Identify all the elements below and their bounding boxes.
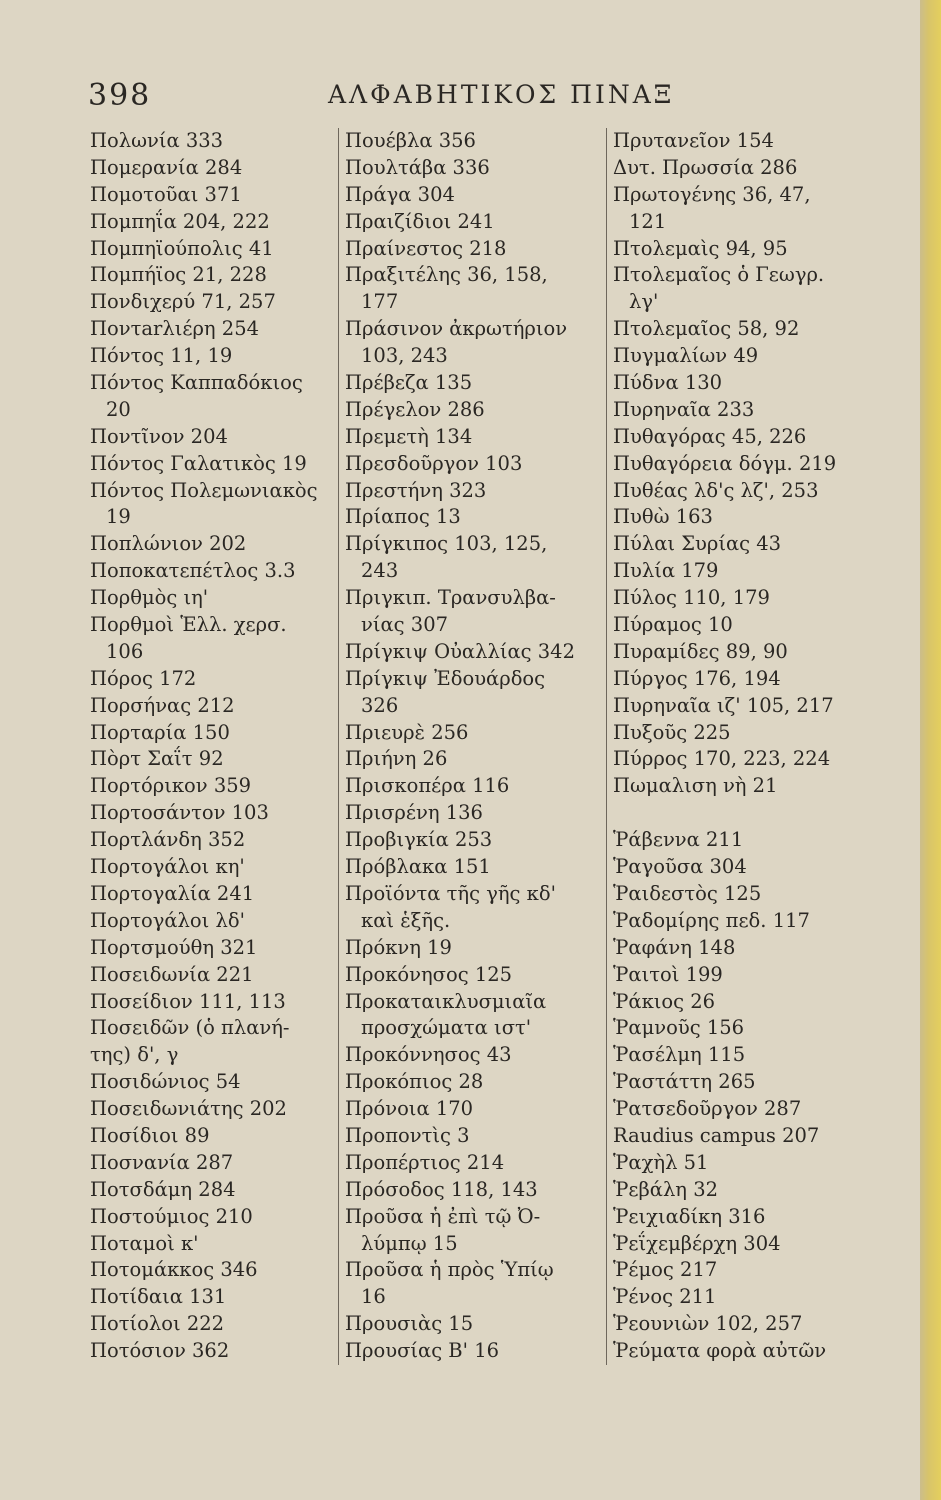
index-entry: Ποσειδωνία 221: [90, 962, 254, 986]
index-entry: Πραξιτέλης 36, 158,: [345, 263, 548, 287]
index-column-2: [338, 128, 613, 1365]
index-entry: Πορτσμούθη 321: [90, 935, 258, 959]
index-entry: Πορτογάλοι κη': [90, 855, 245, 879]
index-entry: Ῥάβεννα 211: [613, 828, 744, 852]
index-entry: Πόρος 172: [90, 666, 197, 690]
index-entry: Πυγμαλίων 49: [613, 344, 759, 368]
index-entry: Πρίγκιψ Ἐδουάρδος: [345, 666, 546, 690]
page-edge: [920, 0, 941, 1500]
index-entry: Ῥαμνοῦς 156: [613, 1016, 745, 1040]
index-entry: Πύραμος 10: [613, 613, 733, 637]
index-entry: Προκαταικλυσμιαῖα: [345, 989, 547, 1013]
index-entry: Πυλία 179: [613, 559, 719, 583]
index-entry: Πορθμοὶ Ἑλλ. χερσ.: [90, 613, 287, 637]
index-entry: Πομοτοῦαι 371: [90, 182, 242, 206]
index-entry: Πομερανία 284: [90, 155, 243, 179]
index-entry: Ποσειδωνιάτης 202: [90, 1097, 287, 1121]
index-entry: Πρεμετὴ 134: [345, 424, 473, 448]
index-entry: Πόντος Καππαδόκιος: [90, 371, 303, 395]
index-entry: Πυθέας λδ'ς λζ', 253: [613, 478, 819, 502]
index-entry: Ῥεΐχεμβέρχη 304: [613, 1231, 781, 1255]
index-entry: Ῥαστάττη 265: [613, 1070, 756, 1094]
index-gap: [613, 800, 873, 827]
index-entry: Προπέρτιος 214: [345, 1150, 505, 1174]
index-entry: Πορτοσάντον 103: [90, 801, 269, 825]
index-entry: Πυξοῦς 225: [613, 720, 731, 744]
index-entry: καὶ ἑξῆς.: [361, 908, 451, 932]
index-entry: Πρίγκιψ Οὐαλλίας 342: [345, 639, 575, 663]
index-entry: Πρισρένη 136: [345, 801, 483, 825]
index-entry: Πομπηϊούπολις 41: [90, 236, 274, 260]
index-entry: Πουέβλα 356: [345, 129, 476, 152]
index-entry: Πορτογαλία 241: [90, 881, 255, 905]
index-entry: Πρεσδοῦργον 103: [345, 451, 523, 475]
index-entry: Πυρηναῖα 233: [613, 397, 755, 421]
index-entry: Πυραμίδες 89, 90: [613, 639, 788, 663]
index-entry: Προῦσα ἡ πρὸς Ὑπίῳ: [345, 1258, 554, 1282]
index-entry: Προκόννησος 43: [345, 1043, 512, 1067]
index-entry: 177: [361, 290, 399, 314]
index-entry: Πριήνη 26: [345, 747, 448, 771]
index-entry: Πτολεμαὶς 94, 95: [613, 236, 788, 260]
index-entry: Πύρρος 170, 223, 224: [613, 747, 831, 771]
index-entry: Πύλαι Συρίας 43: [613, 532, 782, 556]
index-entry: Πομπηΐα 204, 222: [90, 209, 270, 233]
index-entry: Πορτλάνδη 352: [90, 828, 246, 852]
index-entry: Πορσήνας 212: [90, 693, 235, 717]
index-entry: Προποντὶς 3: [345, 1123, 470, 1147]
index-entry: Προῦσα ἡ ἐπὶ τῷ Ὀ-: [345, 1204, 541, 1228]
index-entry: Raudius campus 207: [613, 1123, 820, 1147]
index-entry: Πράγα 304: [345, 182, 455, 206]
index-entry: Πυθὼ 163: [613, 505, 713, 529]
index-entry: 106: [106, 639, 144, 663]
index-entry: Ποπλώνιον 202: [90, 532, 247, 556]
index-entry: Πρίαπος 13: [345, 505, 461, 529]
index-entry: Πραίνεστος 218: [345, 236, 507, 260]
index-entry: Ποτίδαια 131: [90, 1285, 227, 1309]
index-entry: Πωμαλιση νὴ 21: [613, 774, 778, 798]
index-entry: Ῥασέλμη 115: [613, 1043, 746, 1067]
index-entry: Πρωτογένης 36, 47,: [613, 182, 811, 206]
index-entry: 326: [361, 693, 399, 717]
index-entry: προσχώματα ιστ': [361, 1016, 532, 1040]
index-entry: Ποντarλιέρη 254: [90, 317, 260, 341]
index-entry: 16: [361, 1285, 386, 1309]
index-entry: 121: [629, 209, 667, 233]
index-entry: Προβιγκία 253: [345, 828, 493, 852]
index-entry: λγ': [629, 290, 659, 314]
index-entry: Ῥαιτοὶ 199: [613, 962, 723, 986]
index-entry: 19: [106, 505, 131, 529]
index-entry: Πονδιχερύ 71, 257: [90, 290, 276, 314]
index-entry: Προυσίας Β' 16: [345, 1339, 500, 1363]
index-entry: Πορθμὸς ιη': [90, 586, 209, 610]
index-entry: Ποταμοὶ κ': [90, 1231, 199, 1255]
index-entry: Πολωνία 333: [90, 129, 224, 152]
index-entry: Ποτσδάμη 284: [90, 1177, 236, 1201]
index-entry: Ῥαιδεστὸς 125: [613, 881, 762, 905]
index-entry: Ποσιδώνιος 54: [90, 1070, 241, 1094]
index-entry: Ῥαφάνη 148: [613, 935, 736, 959]
index-entry: Ῥεύματα φορὰ αὐτῶν: [613, 1339, 827, 1363]
index-entry: λύμπῳ 15: [361, 1231, 458, 1255]
index-entry: Πριγκιπ. Τρανσυλβα-: [345, 586, 556, 610]
index-entry: Ῥένος 211: [613, 1285, 717, 1309]
index-entry: Πραιζίδιοι 241: [345, 209, 495, 233]
index-entry: 243: [361, 559, 399, 583]
index-entry: της) δ', γ: [90, 1043, 179, 1067]
index-entry: Πυρηναῖα ιζ' 105, 217: [613, 693, 834, 717]
index-entry: Πρόσοδος 118, 143: [345, 1177, 538, 1201]
index-entry: Ποστούμιος 210: [90, 1204, 253, 1228]
index-entry: Ῥάκιος 26: [613, 989, 716, 1013]
index-entry: 103, 243: [361, 344, 448, 368]
index-entry: Πρυτανεῖον 154: [613, 129, 774, 152]
index-entry: Ποντῖνον 204: [90, 424, 228, 448]
index-entry: νίας 307: [361, 613, 449, 637]
index-entry: Πομπήϊος 21, 228: [90, 263, 267, 287]
index-entry: Προκόνησος 125: [345, 962, 513, 986]
index-entry: Ποσείδιον 111, 113: [90, 989, 286, 1013]
index-entry: Πτολεμαῖος ὁ Γεωγρ.: [613, 263, 825, 287]
index-entry: Ῥατσεδοῦργον 287: [613, 1097, 802, 1121]
index-entry: Πρόβλακα 151: [345, 855, 491, 879]
index-entry: Πρισκοπέρα 116: [345, 774, 510, 798]
index-entry: Ῥαδομίρης πεδ. 117: [613, 908, 810, 932]
index-entry: Ποτομάκκος 346: [90, 1258, 258, 1282]
index-entry: Πρέβεζα 135: [345, 371, 473, 395]
index-column-1: [90, 128, 338, 1365]
index-entry: Ποσίδιοι 89: [90, 1123, 210, 1147]
index-entry: Πορτογάλοι λδ': [90, 908, 245, 932]
index-entry: Πορτόρικον 359: [90, 774, 252, 798]
index-entry: Πτολεμαῖος 58, 92: [613, 317, 800, 341]
index-entry: Προϊόντα τῆς γῆς κδ': [345, 881, 556, 905]
index-entry: Πυθαγόρεια δόγμ. 219: [613, 451, 837, 475]
index-entry: Ῥεουνιὼν 102, 257: [613, 1312, 803, 1336]
index-entry: Ῥαχὴλ 51: [613, 1150, 709, 1174]
index-entry: Ποσνανία 287: [90, 1150, 234, 1174]
index-entry: Ποτόσιον 362: [90, 1339, 230, 1363]
index-entry: 20: [106, 397, 131, 421]
index-entry: Πράσινον ἀκρωτήριον: [345, 317, 568, 341]
index-entry: Ποσειδῶν (ὁ πλανή-: [90, 1016, 290, 1040]
index-entry: Πυθαγόρας 45, 226: [613, 424, 807, 448]
index-entry: Πρεστήνη 323: [345, 478, 487, 502]
index-entry: Ῥέμος 217: [613, 1258, 718, 1282]
index-entry: Ῥεβάλη 32: [613, 1177, 719, 1201]
index-entry: Πύδνα 130: [613, 371, 723, 395]
index-entry: Πόντος 11, 19: [90, 344, 233, 368]
index-column-3: [606, 128, 873, 1365]
index-entry: Δυτ. Πρωσσία 286: [613, 155, 798, 179]
index-entry: Πόντος Γαλατικὸς 19: [90, 451, 307, 475]
index-entry: Ποποκατεπέτλος 3.3: [90, 559, 296, 583]
index-entry: Πόντος Πολεμωνιακὸς: [90, 478, 318, 502]
index-entry: Ῥαγοῦσα 304: [613, 855, 747, 879]
index-entry: Πρέγελον 286: [345, 397, 485, 421]
index-entry: Προυσιὰς 15: [345, 1312, 474, 1336]
index-entry: Προκόπιος 28: [345, 1070, 484, 1094]
index-entry: Πύργος 176, 194: [613, 666, 781, 690]
index-entry: Πορταρία 150: [90, 720, 230, 744]
index-entry: Πουλτάβα 336: [345, 155, 490, 179]
index-entry: Πριευρὲ 256: [345, 720, 469, 744]
index-entry: Πρίγκιπος 103, 125,: [345, 532, 548, 556]
running-head-title: ΑΛΦΑΒΗΤΙΚΟΣ ΠΙΝΑΞ: [328, 80, 675, 109]
index-entry: Ῥειχιαδίκη 316: [613, 1204, 766, 1228]
index-entry: Πὸρτ Σαΐτ 92: [90, 747, 224, 771]
index-entry: Ποτίολοι 222: [90, 1312, 225, 1336]
page-number: 398: [88, 78, 152, 113]
index-entry: Πρόνοια 170: [345, 1097, 474, 1121]
index-entry: Πρόκνη 19: [345, 935, 452, 959]
index-entry: Πύλος 110, 179: [613, 586, 770, 610]
